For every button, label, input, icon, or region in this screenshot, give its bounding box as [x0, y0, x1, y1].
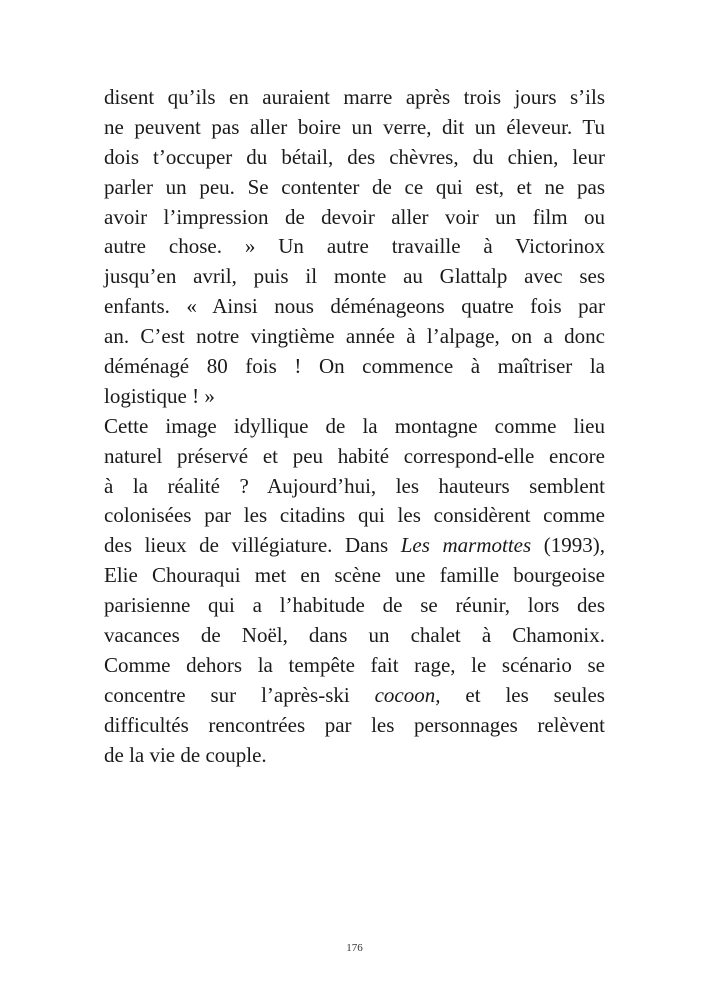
text-line: à la réalité ? Aujourd’hui, les hauteurs semblent: [104, 473, 605, 498]
text-line: [104, 681, 605, 711]
paragraph-2: [104, 412, 605, 771]
text-line: ne peuvent pas aller boire un verre, dit un éleveur. Tu: [104, 114, 605, 139]
text-line: parler un peu. Se contenter de ce qui est, et ne pas: [104, 174, 605, 199]
text-line: colonisées par les citadins qui les considèrent comme: [104, 503, 605, 528]
text-line: autre chose. » Un autre travaille à Victorinox: [104, 234, 605, 259]
text-line: parisienne qui a l’habitude de se réunir, lors des: [104, 593, 605, 618]
page-number: 176: [346, 942, 363, 954]
text-line: Cette image idyllique de la montagne comme lieu: [104, 413, 605, 438]
text-line: logistique ! »: [104, 383, 215, 408]
text-line: disent qu’ils en auraient marre après trois jours s’ils: [104, 85, 605, 109]
text-line: vacances de Noël, dans un chalet à Chamonix.: [104, 623, 605, 648]
text-line: avoir l’impression de devoir aller voir un film ou: [104, 204, 605, 229]
text-line: enfants. « Ainsi nous déménageons quatre fois par: [104, 294, 605, 319]
text-run: concentre sur l’après-ski: [104, 682, 375, 707]
emphasis-word: cocoon,: [374, 682, 441, 707]
body-text: [104, 83, 605, 770]
text-line: Elie Chouraqui met en scène une famille bourgeoise: [104, 563, 605, 588]
text-run: (1993),: [531, 533, 605, 558]
text-line: jusqu’en avril, puis il monte au Glattalp avec ses: [104, 264, 605, 289]
text-line: [104, 531, 605, 561]
text-line: Comme dehors la tempête fait rage, le scénario se: [104, 652, 605, 677]
text-line: de la vie de couple.: [104, 742, 267, 767]
text-line: déménagé 80 fois ! On commence à maîtriser la: [104, 354, 605, 379]
text-run: des lieux de villégiature. Dans: [104, 533, 401, 558]
text-run: et les seules: [440, 682, 605, 707]
text-line: naturel préservé et peu habité correspond-elle encore: [104, 443, 605, 468]
film-title: Les marmottes: [400, 533, 532, 558]
text-line: dois t’occuper du bétail, des chèvres, du chien, leur: [104, 144, 605, 169]
paragraph-1: [104, 83, 605, 412]
text-line: difficultés rencontrées par les personnages relèvent: [104, 712, 605, 737]
text-line: an. C’est notre vingtième année à l’alpage, on a donc: [104, 324, 605, 349]
